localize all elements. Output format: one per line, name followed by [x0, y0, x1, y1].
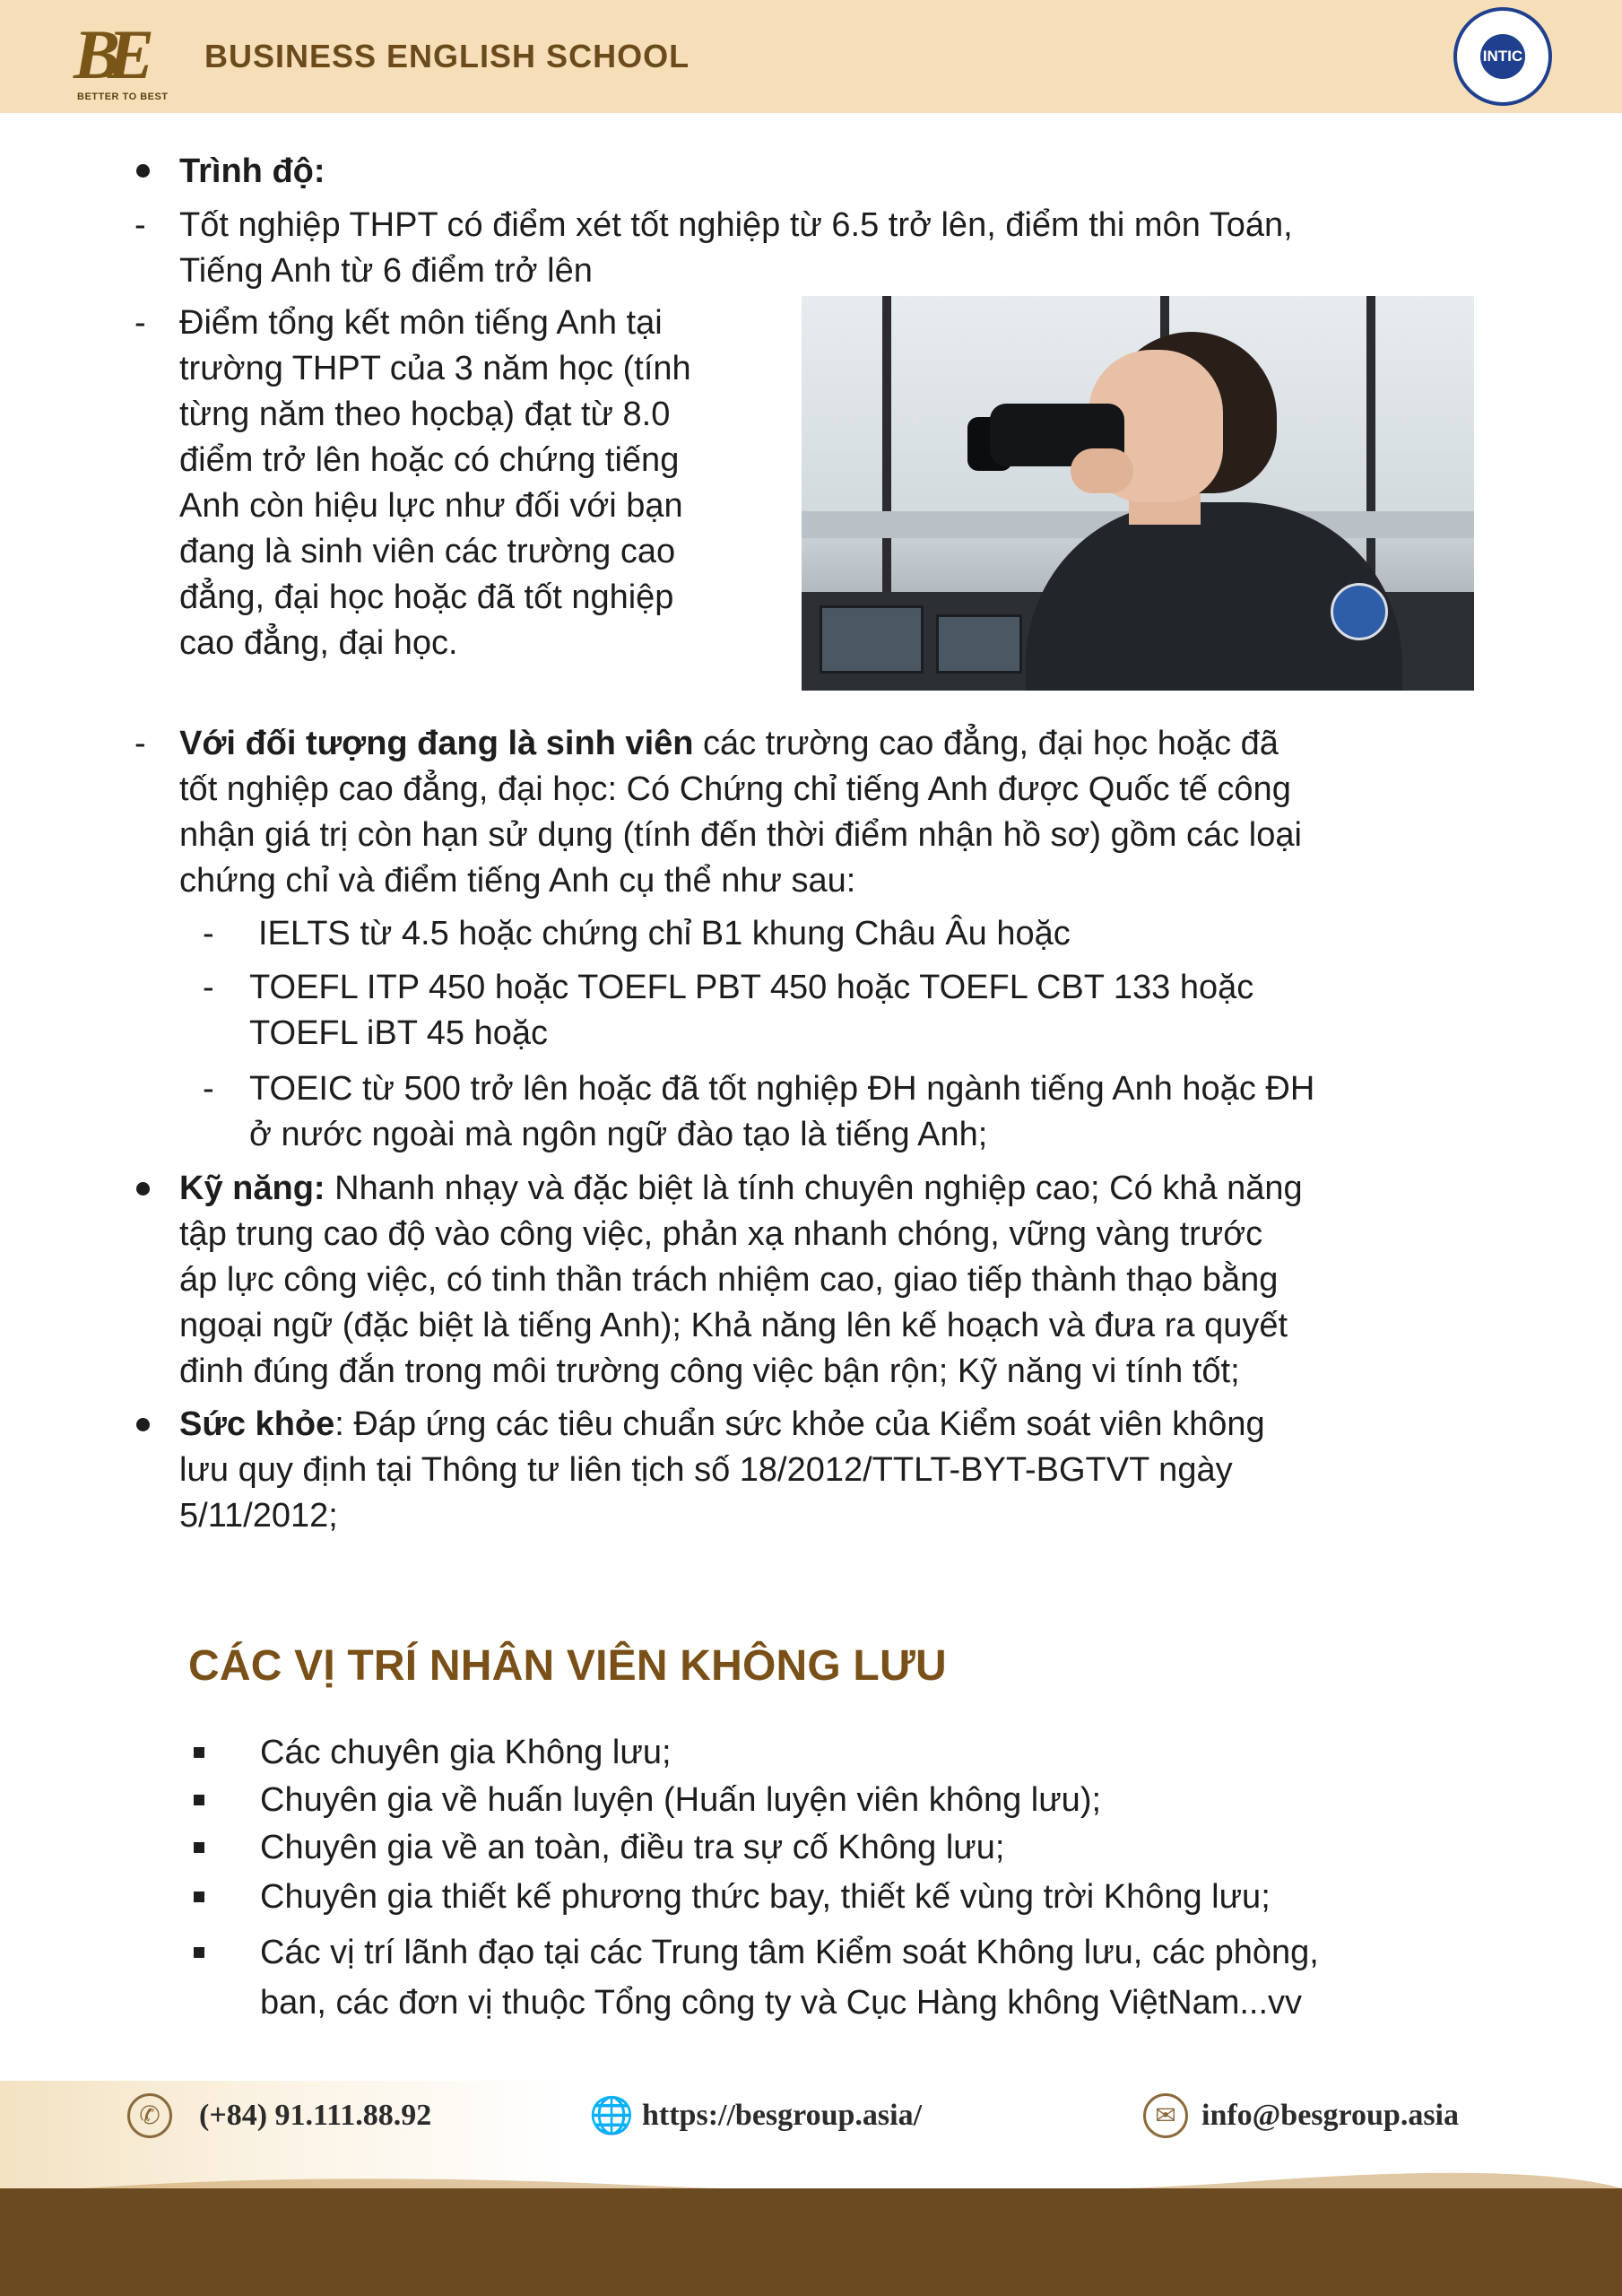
- bullet-dot: [136, 1418, 150, 1431]
- footer-phone[interactable]: (+84) 91.111.88.92: [199, 2099, 432, 2132]
- ky-nang-line: đinh đúng đắn trong môi trường công việc bận rộn; Kỹ năng vi tính tốt;: [179, 1352, 1240, 1390]
- mail-icon: ✉: [1143, 2093, 1188, 2138]
- seal-text: INTIC: [1480, 34, 1525, 79]
- position-item: Chuyên gia về an toàn, điều tra sự cố Không lưu;: [260, 1829, 1005, 1866]
- globe-icon: 🌐: [589, 2096, 634, 2135]
- square-bullet: [194, 1747, 204, 1758]
- trinh-do-line2: Tiếng Anh từ 6 điểm trở lên: [179, 252, 593, 290]
- diem-line: từng năm theo họcbạ) đạt từ 8.0: [179, 396, 671, 433]
- sinh-vien-line: tốt nghiệp cao đẳng, đại học: Có Chứng chỉ tiếng Anh được Quốc tế công: [179, 770, 1291, 808]
- dash-marker: -: [134, 304, 146, 342]
- ky-nang-line: tập trung cao độ vào công việc, phản xạ nhanh chóng, vững vàng trước: [179, 1215, 1263, 1253]
- ky-nang-line: ngoại ngữ (đặc biệt là tiếng Anh); Khả năng lên kế hoạch và đưa ra quyết: [179, 1307, 1288, 1344]
- cert-toefl-line1: TOEFL ITP 450 hoặc TOEFL PBT 450 hoặc TOEFL CBT 133 hoặc: [249, 969, 1254, 1006]
- position-item: Chuyên gia về huấn luyện (Huấn luyện viên không lưu);: [260, 1781, 1102, 1819]
- square-bullet: [194, 1947, 204, 1958]
- footer-website[interactable]: https://besgroup.asia/: [642, 2099, 923, 2132]
- diem-line: điểm trở lên hoặc có chứng tiếng: [179, 441, 680, 479]
- trinh-do-label: Trình độ:: [179, 152, 325, 190]
- position-item: Chuyên gia thiết kế phương thức bay, thiết kế vùng trời Không lưu;: [260, 1878, 1271, 1916]
- page-header: [0, 0, 1622, 113]
- diem-line: đẳng, đại học hoặc đã tốt nghiệp: [179, 578, 674, 616]
- school-logo: [74, 15, 190, 104]
- school-name: BUSINESS ENGLISH SCHOOL: [204, 38, 690, 74]
- phone-icon: ✆: [127, 2093, 172, 2138]
- positions-title: CÁC VỊ TRÍ NHÂN VIÊN KHÔNG LƯU: [188, 1642, 947, 1690]
- dash-marker: -: [203, 1070, 214, 1108]
- suc-khoe-line1: Sức khỏe: Đáp ứng các tiêu chuẩn sức khỏe của Kiểm soát viên không: [179, 1405, 1265, 1443]
- bullet-dot: [136, 1182, 150, 1196]
- sinh-vien-line1: Với đối tượng đang là sinh viên các trường cao đẳng, đại học hoặc đã: [179, 725, 1279, 762]
- position-item: Các vị trí lãnh đạo tại các Trung tâm Kiểm soát Không lưu, các phòng,: [260, 1934, 1319, 1971]
- diem-line: trường THPT của 3 năm học (tính: [179, 350, 691, 387]
- bullet-dot: [136, 164, 150, 178]
- diem-line: Anh còn hiệu lực như đối với bạn: [179, 487, 683, 525]
- trinh-do-line1: Tốt nghiệp THPT có điểm xét tốt nghiệp từ 6.5 trở lên, điểm thi môn Toán,: [179, 206, 1293, 244]
- logo-tagline: BETTER TO BEST: [77, 91, 169, 102]
- diem-line: đang là sinh viên các trường cao: [179, 533, 676, 570]
- dash-marker: -: [203, 969, 214, 1006]
- diem-line: Điểm tổng kết môn tiếng Anh tại: [179, 304, 663, 342]
- suc-khoe-line: 5/11/2012;: [179, 1497, 338, 1535]
- cert-ielts: IELTS từ 4.5 hoặc chứng chỉ B1 khung Châu Âu hoặc: [258, 915, 1071, 952]
- suc-khoe-line: lưu quy định tại Thông tư liên tịch số 18/2012/TTLT-BYT-BGTVT ngày: [179, 1451, 1233, 1489]
- ky-nang-line1: Kỹ năng: Nhanh nhạy và đặc biệt là tính chuyên nghiệp cao; Có khả năng: [179, 1170, 1303, 1207]
- dash-marker: -: [134, 206, 146, 244]
- footer-email[interactable]: info@besgroup.asia: [1201, 2099, 1460, 2132]
- position-item: Các chuyên gia Không lưu;: [260, 1734, 672, 1771]
- square-bullet: [194, 1892, 204, 1902]
- dash-marker: -: [203, 915, 214, 952]
- sinh-vien-line: nhận giá trị còn hạn sử dụng (tính đến thời điểm nhận hồ sơ) gồm các loại: [179, 816, 1302, 854]
- cert-toefl-line2: TOEFL iBT 45 hoặc: [249, 1014, 549, 1052]
- diem-line: cao đẳng, đại học.: [179, 624, 458, 662]
- cert-toeic-line1: TOEIC từ 500 trở lên hoặc đã tốt nghiệp ĐH ngành tiếng Anh hoặc ĐH: [249, 1070, 1315, 1108]
- logo-mark: BE: [74, 15, 143, 93]
- position-item-cont: ban, các đơn vị thuộc Tổng công ty và Cục Hàng không ViệtNam...vv: [260, 1984, 1303, 2022]
- footer-band: [0, 2188, 1622, 2296]
- cert-toeic-line2: ở nước ngoài mà ngôn ngữ đào tạo là tiếng Anh;: [249, 1116, 988, 1153]
- ky-nang-line: áp lực công việc, có tinh thần trách nhiệm cao, giao tiếp thành thạo bằng: [179, 1261, 1279, 1299]
- dash-marker: -: [134, 725, 146, 762]
- sinh-vien-line: chứng chỉ và điểm tiếng Anh cụ thể như sau:: [179, 862, 856, 900]
- intic-seal-logo: [1453, 7, 1552, 106]
- air-traffic-controller-photo: [802, 296, 1474, 691]
- square-bullet: [194, 1842, 204, 1853]
- square-bullet: [194, 1795, 204, 1805]
